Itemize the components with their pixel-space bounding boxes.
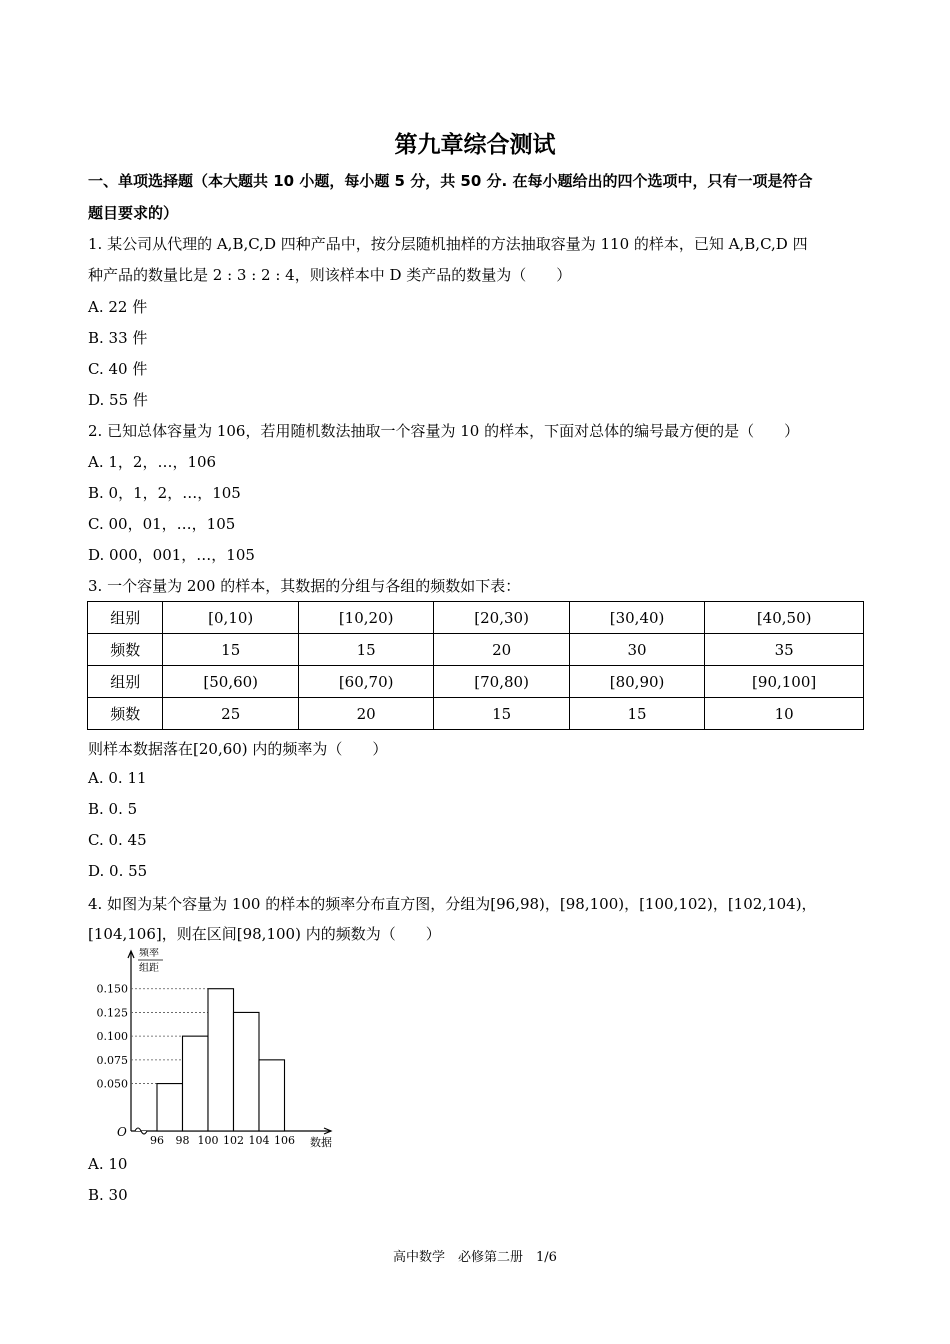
y-tick-label: 0.075	[96, 1053, 128, 1067]
section-heading: 一、单项选择题（本大题共 10 小题，每小题 5 分，共 50 分. 在每小题给出的四个选项中，只有一项是符合	[88, 172, 813, 190]
table-cell: 频数	[88, 634, 163, 666]
y-tick-label: 0.150	[96, 982, 128, 996]
x-tick-label: 106	[274, 1134, 295, 1147]
q1-option-d: D. 55 件	[88, 391, 148, 409]
q1-option-a: A. 22 件	[88, 298, 148, 316]
table-row	[88, 666, 864, 698]
frequency-histogram	[95, 948, 355, 1148]
table-cell: 15	[163, 634, 298, 666]
y-axis-label-bottom: 组距	[139, 963, 159, 974]
y-axis-label-top: 频率	[139, 948, 159, 959]
table-cell: [60,70)	[298, 666, 433, 698]
page-footer: 高中数学 必修第二册 1/6	[393, 1250, 557, 1265]
table-cell: 15	[569, 698, 704, 730]
q1-stem: 1. 某公司从代理的 A,B,C,D 四种产品中，按分层随机抽样的方法抽取容量为 110 的样本，已知 A,B,C,D 四	[88, 235, 808, 253]
page-title: 第九章综合测试	[394, 132, 556, 158]
q4-option-a: A. 10	[88, 1155, 128, 1173]
table-cell: 25	[163, 698, 298, 730]
histogram-bar	[183, 1036, 209, 1131]
table-cell: [10,20)	[298, 602, 433, 634]
q3-option-c: C. 0. 45	[88, 831, 147, 849]
table-cell: 15	[434, 698, 569, 730]
table-cell: 频数	[88, 698, 163, 730]
table-cell: [30,40)	[569, 602, 704, 634]
x-axis-label: 数据	[310, 1136, 332, 1148]
histogram-bar	[259, 1060, 285, 1131]
q4-stem-cont: [104,106]，则在区间[98,100) 内的频数为（ ）	[88, 925, 441, 943]
x-tick-label: 104	[248, 1134, 270, 1147]
table-cell: 15	[298, 634, 433, 666]
table-cell: 组别	[88, 666, 163, 698]
y-tick-label: 0.100	[96, 1030, 128, 1044]
histogram-bar	[234, 1012, 260, 1131]
q4-stem: 4. 如图为某个容量为 100 的样本的频率分布直方图，分组为[96,98)，[98,100)，[100,102)，[102,104)，	[88, 895, 817, 913]
table-cell: 20	[434, 634, 569, 666]
histogram-bar	[157, 1084, 183, 1131]
q3-option-b: B. 0. 5	[88, 800, 138, 818]
q3-option-d: D. 0. 55	[88, 862, 148, 880]
q1-stem-cont: 种产品的数量比是 2 : 3 : 2 : 4，则该样本中 D 类产品的数量为（ ）	[88, 266, 572, 284]
table-row	[88, 634, 864, 666]
frequency-table	[87, 601, 864, 730]
table-cell: [40,50)	[705, 602, 864, 634]
x-tick-label: 100	[197, 1134, 219, 1147]
x-tick-label: 98	[175, 1134, 190, 1147]
table-cell: [90,100]	[705, 666, 864, 698]
q2-option-c: C. 00，01，…，105	[88, 515, 236, 533]
y-tick-label: 0.125	[96, 1006, 128, 1020]
table-cell: 30	[569, 634, 704, 666]
table-cell: 35	[705, 634, 864, 666]
axis-break-mark	[135, 1128, 147, 1134]
table-cell: [80,90)	[569, 666, 704, 698]
q2-option-b: B. 0，1，2，…，105	[88, 484, 241, 502]
q1-option-c: C. 40 件	[88, 360, 148, 378]
table-cell: 20	[298, 698, 433, 730]
table-cell: [0,10)	[163, 602, 298, 634]
q2-option-d: D. 000，001，…，105	[88, 546, 255, 564]
table-cell: [20,30)	[434, 602, 569, 634]
origin-label: O	[117, 1125, 127, 1139]
q3-stem: 3. 一个容量为 200 的样本，其数据的分组与各组的频数如下表：	[88, 577, 521, 595]
q1-option-b: B. 33 件	[88, 329, 148, 347]
x-tick-label: 102	[223, 1134, 244, 1147]
q2-option-a: A. 1，2，…，106	[88, 453, 217, 471]
y-tick-label: 0.050	[96, 1077, 128, 1091]
table-row	[88, 698, 864, 730]
histogram-bar	[208, 989, 234, 1131]
x-tick-label: 96	[150, 1134, 164, 1147]
q3-question: 则样本数据落在[20,60) 内的频率为（ ）	[88, 740, 388, 758]
table-cell: [70,80)	[434, 666, 569, 698]
table-cell: [50,60)	[163, 666, 298, 698]
table-row	[88, 602, 864, 634]
section-heading-cont: 题目要求的）	[88, 204, 179, 222]
q4-option-b: B. 30	[88, 1186, 128, 1204]
table-cell: 组别	[88, 602, 163, 634]
table-cell: 10	[705, 698, 864, 730]
q3-option-a: A. 0. 11	[88, 769, 147, 787]
q2-stem: 2. 已知总体容量为 106，若用随机数法抽取一个容量为 10 的样本，下面对总体的编号最方便的是（ ）	[88, 422, 800, 440]
